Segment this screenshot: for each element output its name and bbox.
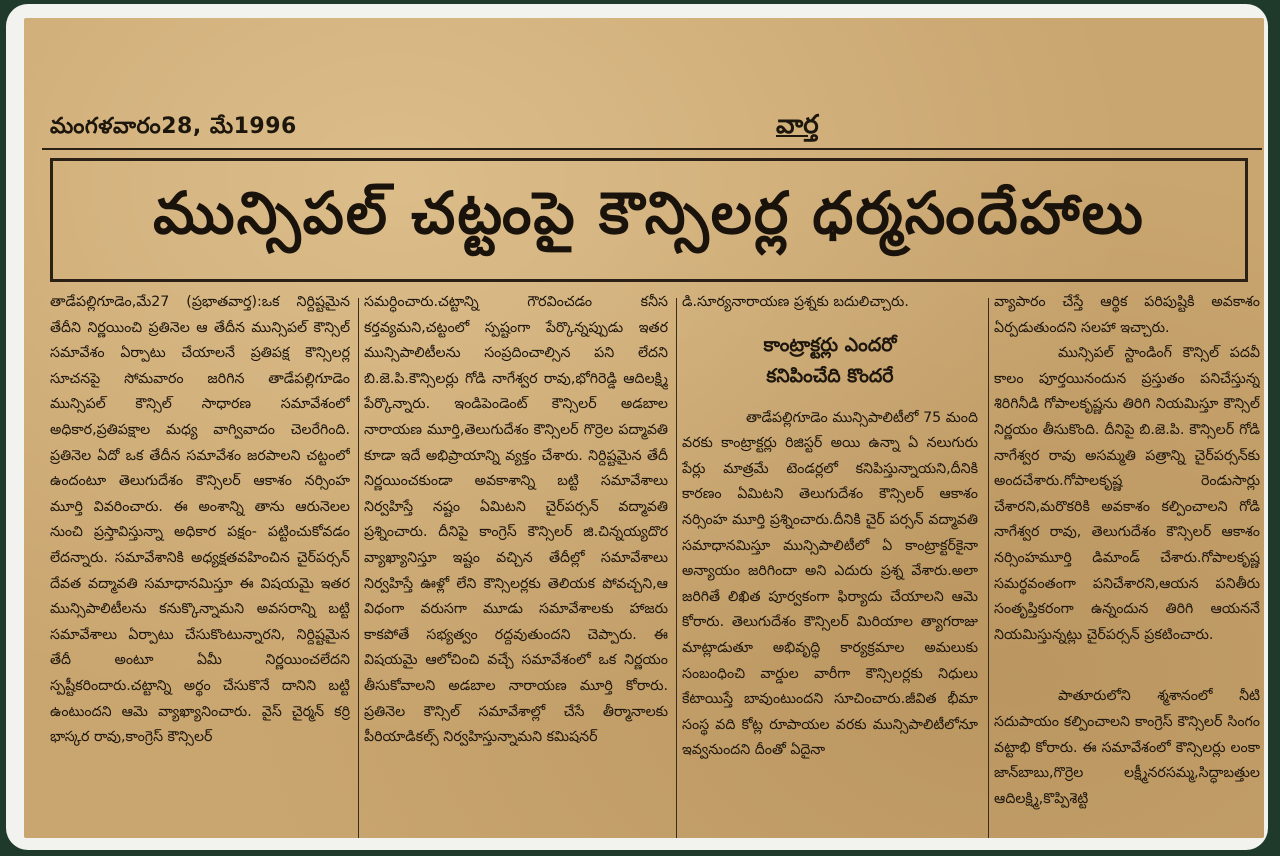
column-3-body-text: తాడేపల్లిగూడెం మున్సిపాలిటీలో 75 మంది వరకు కాంట్రాక్టర్లు రిజిస్టర్ అయి ఉన్నా ఏ నలుగురు పేర్లు మాత్రమే టెండర్లలో కనిపిస్తున్నాయని,దీనికి కారణం ఏమిటని తెలుగుదేశం కౌన్సిలర్ ఆకాశం నర్సింహ మూర్తి ప్రశ్నించారు.దీనికి చైర్ పర్సన్ వద్మావతి సమాధానమిస్తూ మున్సిపాలిటీలో ఏ కాంట్రాక్టర్‌కైనా అన్యాయం జరిగిందా అని ఎదురు ప్రశ్న వేశారు.అలా జరిగితే లిఖిత పూర్వకంగా ఫిర్యాదు చేయాలని ఆమె కోరారు. తెలుగుదేశం కౌన్సిలర్ మిరియాల త్యాగరాజు మాట్లాడుతూ అభివృద్ధి కార్యక్రమాల అమలుకు సంబంధించి వార్డుల వారీగా కౌన్సిలర్లకు నిధులు కేటాయిస్తే బావుంటుందని సూచించారు.జీవిత భీమా సంస్థ వది కోట్ల రూపాయల వరకు మున్సిపాలిటీలోనూ ఇవ్వనుందని దీంతో ఏదైనా	[682, 409, 978, 759]
headline: మున్సిపల్ చట్టంపై కౌన్సిలర్ల ధర్మసందేహాలు	[153, 178, 1145, 247]
article-column-1	[50, 290, 350, 838]
dateline: మంగళవారం28, మే1996	[50, 114, 297, 139]
article-column-2	[364, 290, 668, 838]
subheading-line-1: కాంట్రాక్టర్లు ఎందరో	[763, 333, 897, 356]
subheading-line-2: కనిపించేది కొందరే	[766, 364, 894, 387]
column-divider	[676, 298, 677, 838]
article-column-3	[682, 290, 978, 838]
subheading	[682, 330, 978, 392]
column-2-text: సమర్ధించారు.చట్టాన్ని గౌరవించడం కనీస కర్తవ్యమని,చట్టంలో స్పష్టంగా పేర్కొన్నప్పుడు ఇతర మున్సిపాలిటీలను సంప్రదించాల్సిన పని లేదని బి.జె.పి.కౌన్సిలర్లు గోడి నాగేశ్వర రావు,భోగిరెడ్డి ఆదిలక్ష్మి పేర్కొన్నారు. ఇండిపెండెంట్ కౌన్సిలర్ అడబాల నారాయణ మూర్తి,తెలుగుదేశం కౌన్సిలర్ గొర్రెల పద్మావతి కూడా ఇదే అభిప్రాయాన్ని వ్యక్తం చేశారు. నిర్దిష్టమైన తేదీ నిర్ణయించకుండా అవకాశాన్ని బట్టి సమావేశాలు నిర్వహిస్తే నష్టం ఏమిటని చైర్‌పర్సన్ వద్మావతి ప్రశ్నించారు. దీనిపై కాంగ్రెస్ కౌన్సిలర్ జి.చిన్నయ్యదొర వ్యాఖ్యానిస్తూ ఇష్టం వచ్చిన తేదీల్లో సమావేశాలు నిర్వహిస్తే ఊళ్లో లేని కౌన్సిలర్లకు తెలియక పోవచ్చని,ఆ విధంగా వరుసగా మూడు సమావేశాలకు హాజరు కాకపోతే సభ్యత్వం రద్దవుతుందని చెప్పారు. ఈ విషయమై ఆలోచించి వచ్చే సమావేశంలో ఒక నిర్ణయం తీసుకోవాలని అడబాల నారాయణ మూర్తి కోరారు. ప్రతినెల కౌన్సిల్ సమావేశాల్లో చేసే తీర్మానాలకు పీరియాడికల్స్ నిర్వహిస్తున్నామని కమిషనర్	[364, 294, 668, 746]
article-column-4	[994, 290, 1260, 838]
masthead: వార్త	[776, 110, 819, 140]
headline-box	[50, 158, 1248, 282]
column-4-paragraph-3: పాతూరులోని శ్మశానంలో నీటి సదుపాయం కల్పించాలని కాంగ్రెస్ కౌన్సిలర్ సింగం వట్టాభి కోరారు. ఈ సమావేశంలో కౌన్సిలర్లు లంకా జాన్‌బాబు,గొర్రెల లక్ష్మీనరసమ్మ,సిద్ధాబత్తుల ఆదిలక్ష్మి,కొప్పిశెట్టి	[994, 688, 1260, 807]
column-divider	[988, 298, 989, 838]
column-1-text: తాడేపల్లిగూడెం,మే27 (ప్రభాతవార్త):ఒక నిర్దిష్టమైన తేదీని నిర్ణయించి ప్రతినెల ఆ తేదీన మున్సిపల్ కౌన్సిల్ సమావేశం ఏర్పాటు చేయాలనే ప్రతిపక్ష కౌన్సిలర్ల సూచనపై సోమవారం జరిగిన తాడేపల్లిగూడెం మున్సిపల్ కౌన్సిల్ సాధారణ సమావేశంలో అధికార,ప్రతిపక్షాల మధ్య వాగ్వివాదం చెలరేగింది. ప్రతినెల ఏదో ఒక తేదీన సమావేశం జరపాలని చట్టంలో ఉందంటూ తెలుగుదేశం కౌన్సిలర్ ఆకాశం నర్సింహ మూర్తి వివరించారు. ఈ అంశాన్ని తాను ఆరునెలల నుంచి ప్రస్తావిస్తున్నా అధికార పక్షం- పట్టించుకోవడం లేదన్నారు. సమావేశానికి అధ్యక్షతవహించిన చైర్‌పర్సన్ దేవత వద్మావతి సమాధానమిస్తూ ఈ విషయమై ఇతర మున్సిపాలిటీలను కనుక్కొన్నామని అవసరాన్ని బట్టి సమావేశాలు ఏర్పాటు చేసుకొంటున్నారని, నిర్దిష్టమైన తేదీ అంటూ ఏమీ నిర్ణయించలేదని స్పష్టీకరిందారు.చట్టాన్ని అర్థం చేసుకొనే దానిని బట్టి ఉంటుందని ఆమె వ్యాఖ్యానించారు. వైస్ చైర్మన్ కర్రి భాస్కర రావు,కాంగ్రెస్ కౌన్సిలర్	[50, 294, 350, 746]
column-divider	[358, 298, 359, 838]
newspaper-clipping	[24, 18, 1264, 838]
top-rule	[42, 148, 1262, 150]
column-4-paragraph-2: మున్సిపల్ స్టాండింగ్ కౌన్సిల్ పదవీ కాలం పూర్తయినందున ప్రస్తుతం పనిచేస్తున్న శిరిగినీడి గోపాలకృష్ణను తిరిగి నియమిస్తూ కౌన్సిల్ నిర్ణయం తీసుకొంది. దీనిపై బి.జె.పి. కౌన్సిలర్ గోడి నాగేశ్వర రావు అసమ్మతి పత్రాన్ని చైర్‌పర్సన్‌కు అందచేశారు.గోపాలకృష్ణ రెండుసార్లు చేశారని,మరొకరికి అవకాశం కల్పించాలని గోడి నాగేశ్వర రావు, తెలుగుదేశం కౌన్సిలర్ ఆకాశం నర్సింహమూర్తి డిమాండ్ చేశారు.గోపాలకృష్ణ సమర్థవంతంగా పనిచేశారని,ఆయన పనితీరు సంతృప్తికరంగా ఉన్నందున తిరిగి ఆయననే నియమిస్తున్నట్లు చైర్‌పర్సన్ ప్రకటించారు.	[994, 345, 1260, 643]
article-columns	[42, 290, 1264, 838]
paragraph-gap	[994, 648, 1260, 684]
column-3-top-text: డి.సూర్యనారాయణ ప్రశ్నకు బదులిచ్చారు.	[682, 294, 909, 310]
column-4-paragraph-1: వ్యాపారం చేస్తే ఆర్థిక పరిపుష్టికి అవకాశం ఏర్పడుతుందని సలహా ఇచ్చారు.	[994, 294, 1260, 336]
